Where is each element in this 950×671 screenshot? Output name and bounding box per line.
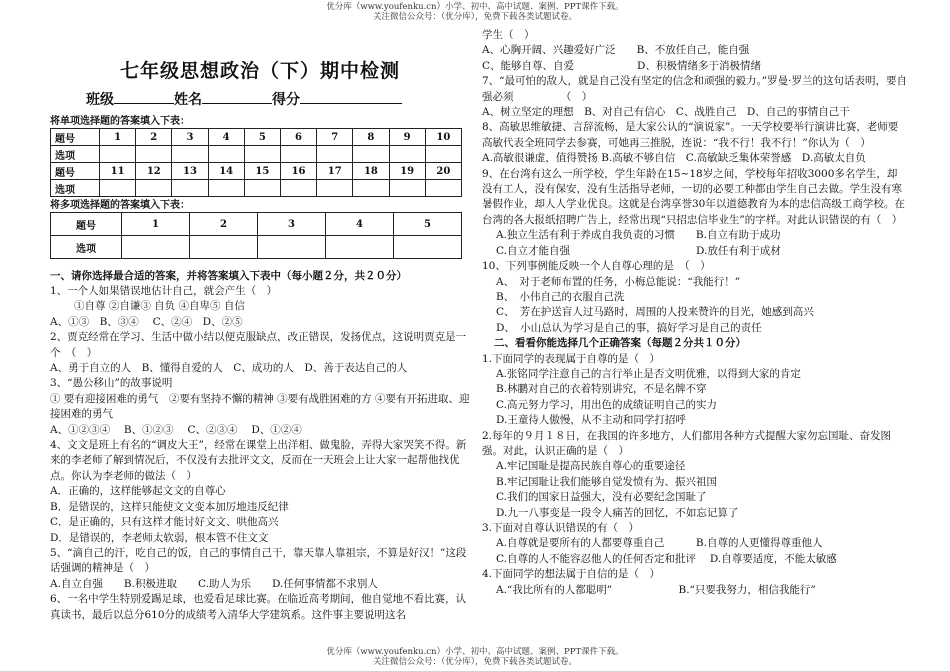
question-number: 18 — [353, 163, 389, 180]
question-number: 1 — [122, 213, 190, 236]
question-line: D.九一八事变是一段令人痛苦的回忆，不如忘记算了 — [496, 506, 739, 519]
question-line: 2、贾克经常在学习、生活中做小结以便克服缺点，改正错误，发扬优点，这说明贾克是一个 （ ） — [50, 331, 467, 359]
question-line: D.王童待人傲慢，从不主动和同学打招呼 — [496, 414, 686, 427]
answer-cell[interactable] — [100, 180, 136, 197]
answer-cell[interactable] — [100, 146, 136, 163]
question-line: ①自尊 ②自谦③ 自负 ④自卑⑤ 自信 — [74, 300, 245, 313]
question-number: 2 — [190, 213, 258, 236]
question-line: A.“我比所有的人都聪明” B.“只要我努力，相信我能行” — [496, 583, 816, 596]
row-label: 题号 — [51, 129, 100, 146]
question-number: 19 — [389, 163, 425, 180]
class-label: 班级 — [86, 92, 114, 108]
question-line: A、勇于自立的人 B、懂得自爱的人 C、成功的人 D、善于表达自己的人 — [50, 362, 408, 375]
answer-cell[interactable] — [389, 146, 425, 163]
question-number: 11 — [100, 163, 136, 180]
question-line: A．正确的，这样能够起文文的自尊心 — [50, 485, 226, 498]
question-number: 9 — [389, 129, 425, 146]
header-line-2: 关注微信公众号：（优分库），免费下载各类试题试卷。 — [372, 12, 577, 22]
multi-choice-answer-table — [50, 212, 462, 259]
question-number: 15 — [244, 163, 280, 180]
left-question-text — [50, 269, 470, 623]
question-line: 3.下面对自尊认识错误的有（ ） — [482, 522, 640, 534]
page-header — [0, 2, 950, 22]
question-line: A.自尊就是要所有的人都要尊重自己 B.自尊的人更懂得尊重他人 — [496, 537, 823, 550]
row-label: 选项 — [51, 236, 122, 259]
answer-cell[interactable] — [136, 180, 172, 197]
question-number: 16 — [280, 163, 316, 180]
single-choice-note: 将单项选择题的答案填入下表： — [50, 116, 190, 127]
question-number: 14 — [208, 163, 244, 180]
footer-line-2: 关注微信公众号：（优分库），免费下载各类试题试卷。 — [372, 657, 577, 667]
number-row — [51, 163, 462, 180]
answer-cell[interactable] — [353, 146, 389, 163]
score-blank — [300, 89, 402, 104]
answer-cell[interactable] — [208, 146, 244, 163]
answer-cell[interactable] — [317, 146, 353, 163]
question-number: 3 — [258, 213, 326, 236]
row-label: 题号 — [51, 163, 100, 180]
question-number: 5 — [244, 129, 280, 146]
student-info — [50, 89, 470, 109]
question-line: 1.下面同学的表现属于自尊的是（ ） — [482, 352, 661, 365]
question-line: A、 对于老师布置的任务，小梅总能说：“我能行！” — [496, 275, 741, 288]
question-number: 2 — [136, 129, 172, 146]
name-label: 姓名 — [174, 92, 202, 108]
answer-cell[interactable] — [353, 180, 389, 197]
question-line: A、①②③④ B、①②③ C、②③④ D、①②④ — [50, 423, 302, 436]
single-choice-answer-table — [50, 128, 462, 197]
answer-cell[interactable] — [425, 146, 461, 163]
row-label: 选项 — [51, 146, 100, 163]
answer-cell[interactable] — [280, 146, 316, 163]
question-number: 4 — [326, 213, 394, 236]
question-number: 4 — [208, 129, 244, 146]
question-line: A.张铭同学注意自己的言行举止是否文明优雅，以得到大家的肯定 — [496, 367, 801, 380]
right-column — [482, 28, 907, 598]
question-line: C、能够自尊、自爱 D、积极情绪多于消极情绪 — [482, 59, 761, 72]
question-line: A、①③ B、③④ C、②④ D、②⑤ — [50, 315, 243, 328]
question-line: A.高敏很谦虚，值得赞扬 B.高敏不够自信 C.高敏缺乏集体荣誉感 D.高敏太自负 — [482, 152, 866, 165]
question-line: A.独立生活有利于养成自我负责的习惯 B.自立有助于成功 — [496, 229, 781, 242]
question-number: 13 — [172, 163, 208, 180]
section-heading: 二、看看你能选择几个正确答案（每题２分共１０分） — [494, 337, 746, 350]
answer-cell[interactable] — [317, 180, 353, 197]
question-line: A、树立坚定的理想 B、对自己有信心 C、战胜自己 D、自己的事情自己干 — [482, 106, 850, 119]
exam-title: 七年级思想政治（下）期中检测 — [119, 60, 400, 82]
question-line: C．是正确的，只有这样才能讨好文文、哄他高兴 — [50, 516, 279, 529]
answer-row — [51, 146, 462, 163]
question-line: 4、文文是班上有名的“调皮大王”，经常在课堂上出洋相、做鬼脸，弄得大家哭笑不得。新来的李老师了解到情况后，不仅没有去批评文文，反而在一天班会上让大家一起帮他找优点。你认为李老师的做法（ ） — [50, 439, 467, 482]
question-number: 7 — [317, 129, 353, 146]
header-line-1: 优分库（www.youfenku.cn）小学、初中、高中试题、案例、PPT课件下载。 — [326, 2, 624, 12]
question-line: B.林鹏对自己的衣着特别讲究，不是名牌不穿 — [496, 383, 707, 396]
question-line: 2.每年的９月１８日，在我国的许多地方，人们都用各种方式提醒大家勿忘国耻、奋发图强。对此，认识正确的是（ ） — [482, 429, 892, 457]
footer-line-1: 优分库（www.youfenku.cn）小学、初中、高中试题、案例、PPT课件下载。 — [326, 647, 624, 657]
question-line: 5、“滴自己的汗，吃自己的饭，自己的事情自己干，靠天靠人靠祖宗，不算是好汉！”这段话强调的精神是（ ） — [50, 546, 467, 575]
question-line: 学生（ ） — [482, 29, 535, 41]
question-line: D、 小山总认为学习是自己的事，搞好学习是自己的责任 — [496, 321, 762, 334]
question-number: 20 — [425, 163, 461, 180]
question-line: 9、在台湾有这么一所学校，学生年龄在15~18岁之间，学校每年招收3000多名学生，却没有工人，没有保安，没有生活指导老师，一切的必要工种都由学生自己去做。学生没有寒暑假作业，却人人学业优良。这就是台湾享誉30年以道德教育为本的忠信高级工商学校。在台湾的各大报纸招聘广告上，经常出现“只招忠信毕业生”的字样。对此认识错误的有（ ） — [482, 167, 905, 226]
left-column — [50, 42, 470, 623]
question-number: 6 — [280, 129, 316, 146]
class-blank — [114, 89, 174, 104]
name-blank — [202, 89, 272, 104]
answer-cell[interactable] — [244, 146, 280, 163]
question-line: A.自立自强 B.积极进取 C.助人为乐 D.任何事情都不求别人 — [50, 577, 378, 590]
question-line: 8、高敏思维敏捷、言辞流畅，是大家公认的“演说家”。一天学校要举行演讲比赛，老师要高敏代表全班同学去参赛，可她再三推脱，连说：“我不行！我不行！”你认为（ ） — [482, 121, 899, 149]
question-line: C.自立才能自强 D.放任有利于成材 — [496, 244, 781, 257]
question-number: 17 — [317, 163, 353, 180]
answer-cell[interactable] — [394, 236, 462, 259]
question-number: 12 — [136, 163, 172, 180]
question-line: C.高元努力学习，用出色的成绩证明自己的实力 — [496, 398, 717, 411]
question-line: 4.下面同学的想法属于自信的是（ ） — [482, 568, 661, 581]
page-footer — [0, 647, 950, 667]
answer-cell[interactable] — [258, 236, 326, 259]
question-line: 3、“愚公移山”的故事说明 — [50, 377, 173, 390]
question-line: B.牢记国耻让我们能够自觉发愤有为、振兴祖国 — [496, 475, 718, 488]
question-number: 8 — [353, 129, 389, 146]
question-line: B、 小伟自己的衣服自己洗 — [496, 290, 625, 303]
answer-cell[interactable] — [425, 180, 461, 197]
row-label: 题号 — [51, 213, 122, 236]
question-line: D．是错误的，李老师太软弱，根本管不住文文 — [50, 531, 269, 544]
answer-cell[interactable] — [122, 236, 190, 259]
question-number: 10 — [425, 129, 461, 146]
number-row — [51, 129, 462, 146]
answer-cell[interactable] — [208, 180, 244, 197]
answer-cell[interactable] — [172, 146, 208, 163]
answer-cell[interactable] — [280, 180, 316, 197]
question-line: C.自尊的人不能容忍他人的任何否定和批评 D.自尊要适度，不能太敏感 — [496, 552, 837, 565]
multi-choice-note: 将多项选择题的答案填入下表： — [50, 200, 190, 211]
question-line: A.牢记国耻是提高民族自尊心的重要途径 — [496, 460, 686, 473]
answer-row — [51, 236, 462, 259]
question-line: A、心胸开阔、兴趣爱好广泛 B、不放任自己，能自强 — [482, 44, 750, 57]
question-line: 10、下列事例能反映一个人自尊心理的是 （ ） — [482, 260, 711, 273]
answer-cell[interactable] — [136, 146, 172, 163]
question-line: 6、一名中学生特别爱踢足球，也爱看足球比赛。在临近高考期间，他自觉地不看比赛，认真读书，最后以总分610分的成绩考入清华大学建筑系。这件事主要说明这名 — [50, 593, 467, 621]
answer-cell[interactable] — [190, 236, 258, 259]
question-number: 1 — [100, 129, 136, 146]
question-line: 1、一个人如果错误地估计自己，就会产生（ ） — [50, 285, 278, 297]
score-label: 得分 — [272, 92, 300, 108]
answer-cell[interactable] — [326, 236, 394, 259]
right-question-text — [482, 28, 907, 598]
number-row — [51, 213, 462, 236]
question-line: B．是错误的，这样只能使文文变本加厉地违反纪律 — [50, 500, 289, 513]
answer-cell[interactable] — [172, 180, 208, 197]
question-line: C、 芳在护送盲人过马路时，周围的人投来赞许的目光，她感到高兴 — [496, 306, 814, 319]
section-heading: 一、请你选择最合适的答案，并将答案填入下表中（每小题２分，共２０分） — [50, 270, 407, 282]
answer-cell[interactable] — [244, 180, 280, 197]
answer-cell[interactable] — [389, 180, 425, 197]
question-line: C.我们的国家日益强大，没有必要纪念国耻了 — [496, 491, 707, 504]
question-number: 5 — [394, 213, 462, 236]
question-line: ① 要有迎接困难的勇气 ②要有坚持不懈的精神 ③要有战胜困难的方 ④要有开拓进取、迎接困难的勇气 — [50, 392, 470, 421]
row-label: 选项 — [51, 180, 100, 197]
answer-row — [51, 180, 462, 197]
question-number: 3 — [172, 129, 208, 146]
question-line: 7、“最可怕的敌人，就是自己没有坚定的信念和顽强的毅力。”罗曼·罗兰的这句话表明，要自强必须 （ ） — [482, 75, 908, 103]
